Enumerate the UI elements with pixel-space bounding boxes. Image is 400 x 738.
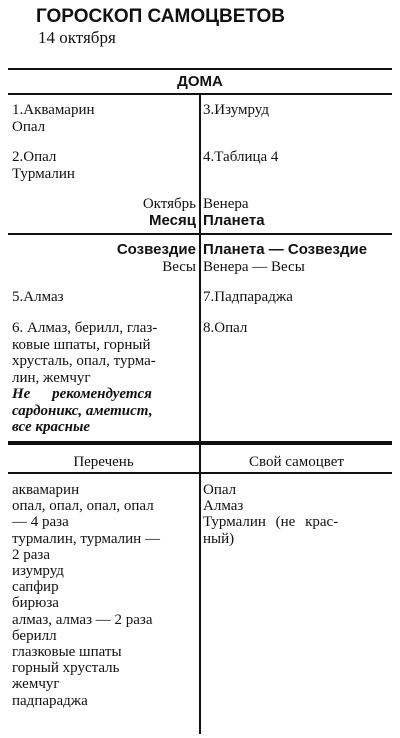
house-2-stone: 2.Опал xyxy=(12,149,57,165)
house-5 xyxy=(12,289,196,306)
not-recommended-line-1: Не рекомендуется xyxy=(12,386,152,402)
constellation-label: Созвездие xyxy=(116,241,196,258)
list-item: турмалин, турмалин — xyxy=(12,530,160,547)
list-item: жемчуг xyxy=(12,676,60,693)
list-item: глазковые шпаты xyxy=(12,644,122,661)
house-3-stone: 3.Изумруд xyxy=(203,102,269,118)
list-item: 2 раза xyxy=(12,546,50,563)
list-item: — 4 раза xyxy=(12,514,69,531)
gem-list xyxy=(12,482,197,709)
own-stone-item: Алмаз xyxy=(203,498,244,515)
list-item: падпараджа xyxy=(12,692,88,709)
planet-value: Венера xyxy=(203,196,249,212)
own-stone-list xyxy=(203,482,391,547)
list-item: горный хрусталь xyxy=(12,660,120,677)
planet-label: Планета xyxy=(203,211,265,229)
month-value: Октябрь xyxy=(142,196,196,212)
top-rule xyxy=(8,68,392,70)
house-8-stone: 8.Опал xyxy=(203,320,248,336)
house-2-stone-2: Турмалин xyxy=(12,165,75,182)
planet-constellation-cell xyxy=(203,242,393,275)
own-stone-item: ный) xyxy=(203,530,235,547)
house-6-line-4: лин, жемчуг xyxy=(12,369,91,386)
house-6-line-3: хрусталь, опал, турма- xyxy=(12,353,156,369)
lower-divider xyxy=(199,444,201,734)
own-stone-item: Опал xyxy=(203,482,237,498)
list-item: алмаз, алмаз — 2 раза xyxy=(12,611,153,628)
own-stone-heading: Свой самоцвет xyxy=(249,454,344,470)
house-6-line-2: ковые шпаты, горный xyxy=(12,336,151,353)
house-4-stone: 4.Таблица 4 xyxy=(203,149,279,165)
planet-cell xyxy=(203,196,393,229)
house-7 xyxy=(203,289,393,306)
page-date: 14 октября xyxy=(38,28,116,47)
house-2 xyxy=(12,149,196,182)
not-recommended-line-2: сардоникс, аметист, xyxy=(12,402,153,419)
constellation-value: Весы xyxy=(162,258,196,275)
planet-constellation-label: Планета — Созвездие xyxy=(203,241,368,258)
house-7-stone: 7.Падпараджа xyxy=(203,289,293,305)
not-recommended-line-3: все красные xyxy=(12,419,91,435)
list-item: изумруд xyxy=(12,563,64,580)
month-label: Месяц xyxy=(149,211,196,229)
list-item: берилл xyxy=(12,627,57,644)
houses-heading: ДОМА xyxy=(177,73,223,90)
page-title: ГОРОСКОП САМОЦВЕТОВ xyxy=(36,6,286,27)
house-6-line-1: 6. Алмаз, берилл, глаз- xyxy=(12,320,158,336)
constellation-cell xyxy=(12,242,196,275)
list-heading: Перечень xyxy=(73,454,134,470)
house-1-stone: 1.Аквамарин xyxy=(12,102,95,118)
house-4 xyxy=(203,149,393,166)
list-item: опал, опал, опал, опал xyxy=(12,498,154,515)
planet-constellation-value: Венера — Весы xyxy=(203,258,305,275)
month-cell xyxy=(12,196,196,229)
house-8 xyxy=(203,320,393,337)
house-5-stone: 5.Алмаз xyxy=(12,289,64,305)
house-1 xyxy=(12,102,196,135)
house-3 xyxy=(203,102,393,119)
list-item: аквамарин xyxy=(12,482,80,498)
own-stone-item: Турмалин (не крас- xyxy=(203,514,339,531)
list-item: сапфир xyxy=(12,579,59,596)
upper-divider xyxy=(199,94,201,441)
house-1-stone-2: Опал xyxy=(12,118,46,135)
house-6 xyxy=(12,320,196,436)
list-item: бирюза xyxy=(12,595,59,612)
